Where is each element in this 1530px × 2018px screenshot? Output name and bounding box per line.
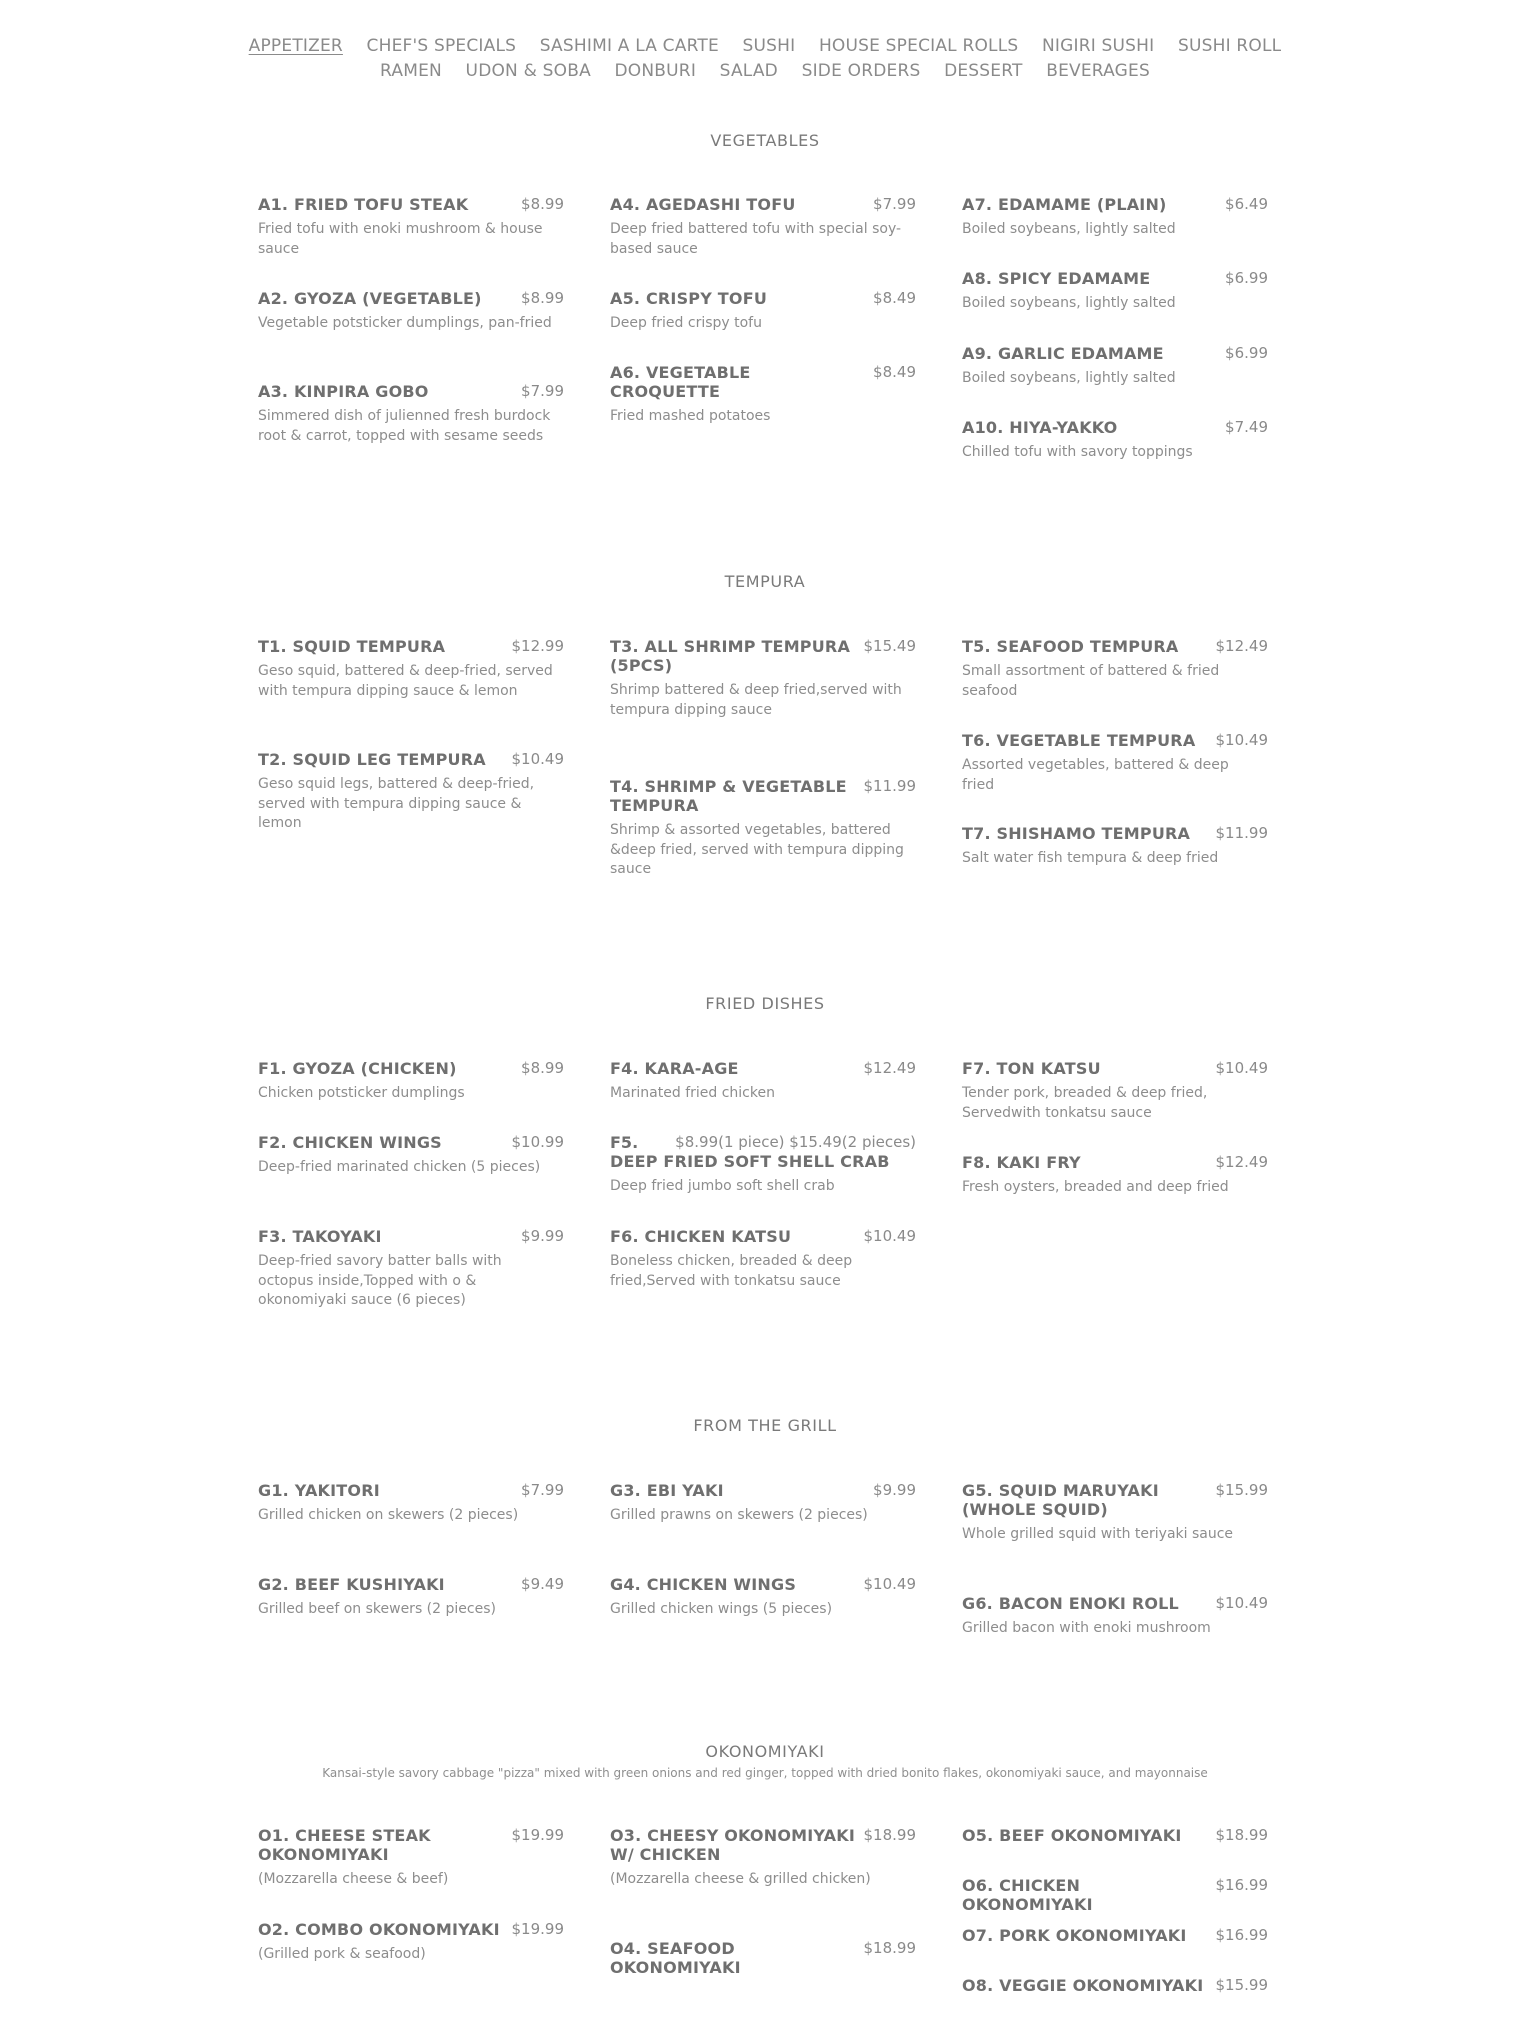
menu-item-header xyxy=(962,1594,1268,1613)
menu-item-name: T7. SHISHAMO TEMPURA xyxy=(962,824,1191,843)
section-subtitle: Kansai-style savory cabbage "pizza" mixed with green onions and red ginger, topped with dried bonito flakes, okonomiyaki sauce, and mayonnaise xyxy=(322,1766,1208,1780)
menu-item[interactable] xyxy=(962,195,1268,240)
menu-item[interactable] xyxy=(610,363,916,427)
menu-item-price: $11.99 xyxy=(863,777,916,795)
menu-item-name: G6. BACON ENOKI ROLL xyxy=(962,1594,1179,1613)
menu-item-header xyxy=(962,1976,1268,1995)
menu-item-header xyxy=(962,824,1268,843)
menu-item-price: $15.49 xyxy=(863,637,916,655)
menu-item-header xyxy=(962,195,1268,214)
menu-item-price: $12.49 xyxy=(1215,1153,1268,1171)
menu-item-header xyxy=(610,363,916,401)
menu-item-price: $9.49 xyxy=(521,1575,564,1593)
menu-item-name: T6. VEGETABLE TEMPURA xyxy=(962,731,1196,750)
menu-item-description: Shrimp & assorted vegetables, battered &deep fried, served with tempura dipping sauce xyxy=(610,822,904,877)
menu-item[interactable] xyxy=(610,1227,916,1291)
menu-item-price: $7.99 xyxy=(521,382,564,400)
menu-item[interactable] xyxy=(258,1059,564,1104)
menu-item-price: $8.99(1 piece) $15.49(2 pieces) xyxy=(675,1133,916,1151)
menu-item[interactable] xyxy=(258,195,564,259)
menu-item-header xyxy=(610,1059,916,1078)
nav-item-udon-soba[interactable]: UDON & SOBA xyxy=(465,61,591,81)
menu-item-description: Boneless chicken, breaded & deep fried,Served with tonkatsu sauce xyxy=(610,1253,853,1289)
menu-item-description: Marinated fried chicken xyxy=(610,1085,775,1101)
menu-item-description: Geso squid legs, battered & deep-fried, served with tempura dipping sauce & lemon xyxy=(258,776,535,831)
menu-item-header xyxy=(258,382,564,401)
menu-item-header xyxy=(962,637,1268,656)
menu-item-price: $10.99 xyxy=(511,1133,564,1151)
menu-item-name: G3. EBI YAKI xyxy=(610,1481,724,1500)
menu-item-header xyxy=(258,1920,564,1939)
menu-item-price: $8.49 xyxy=(873,289,916,307)
menu-item-name: O1. CHEESE STEAK OKONOMIYAKI xyxy=(258,1826,431,1864)
menu-item[interactable] xyxy=(962,344,1268,389)
menu-item-description: Deep-fried marinated chicken (5 pieces) xyxy=(258,1159,541,1175)
menu-item-description: Grilled chicken on skewers (2 pieces) xyxy=(258,1507,519,1523)
menu-item-code: F5. xyxy=(610,1133,639,1152)
menu-item-name: T5. SEAFOOD TEMPURA xyxy=(962,637,1179,656)
menu-item[interactable] xyxy=(258,750,564,834)
menu-item-description: Shrimp battered & deep fried,served with tempura dipping sauce xyxy=(610,682,902,718)
menu-item-name: O5. BEEF OKONOMIYAKI xyxy=(962,1826,1182,1845)
menu-item[interactable] xyxy=(610,777,916,880)
menu-item-price: $7.99 xyxy=(873,195,916,213)
menu-item-name: F2. CHICKEN WINGS xyxy=(258,1133,442,1152)
menu-item-price: $12.49 xyxy=(863,1059,916,1077)
menu-item-header xyxy=(258,1133,564,1152)
menu-item-price: $10.49 xyxy=(1215,1594,1268,1612)
menu-item-price: $15.99 xyxy=(1215,1481,1268,1499)
menu-item[interactable] xyxy=(962,731,1268,795)
menu-item-price: $11.99 xyxy=(1215,824,1268,842)
menu-item[interactable] xyxy=(258,289,564,334)
menu-item-name: G4. CHICKEN WINGS xyxy=(610,1575,797,1594)
menu-item-price: $18.99 xyxy=(863,1826,916,1844)
menu-item-header xyxy=(258,1575,564,1594)
menu-item-description: Boiled soybeans, lightly salted xyxy=(962,295,1176,311)
section-title-from-the-grill: FROM THE GRILL xyxy=(693,1416,837,1435)
menu-item-description: Grilled prawns on skewers (2 pieces) xyxy=(610,1507,868,1523)
menu-item-price: $18.99 xyxy=(863,1939,916,1957)
section-title-okonomiyaki: OKONOMIYAKI xyxy=(705,1742,825,1761)
menu-item-price: $12.49 xyxy=(1215,637,1268,655)
menu-item-description: Boiled soybeans, lightly salted xyxy=(962,221,1176,237)
menu-item-header xyxy=(610,1826,916,1864)
menu-item-header xyxy=(610,1481,916,1500)
menu-item[interactable] xyxy=(962,1153,1268,1198)
menu-item-name: T3. ALL SHRIMP TEMPURA (5PCS) xyxy=(610,637,851,675)
menu-item-price: $19.99 xyxy=(511,1920,564,1938)
menu-item-header xyxy=(258,289,564,308)
menu-item-name: T4. SHRIMP & VEGETABLE TEMPURA xyxy=(610,777,847,815)
menu-item-header xyxy=(610,1939,916,1977)
menu-item-name: T2. SQUID LEG TEMPURA xyxy=(258,750,486,769)
menu-item-description: Boiled soybeans, lightly salted xyxy=(962,370,1176,386)
menu-item-description: (Mozzarella cheese & beef) xyxy=(258,1871,449,1887)
menu-item-name: A10. HIYA-YAKKO xyxy=(962,418,1118,437)
menu-item-header xyxy=(258,195,564,214)
nav-row-1 xyxy=(0,34,1530,59)
menu-item[interactable] xyxy=(258,1133,564,1178)
menu-item[interactable] xyxy=(258,1575,564,1620)
menu-item-price: $10.49 xyxy=(863,1575,916,1593)
menu-item[interactable] xyxy=(258,1826,564,1890)
menu-item-description: Deep fried jumbo soft shell crab xyxy=(610,1178,835,1194)
nav-item-house-special-rolls[interactable]: HOUSE SPECIAL ROLLS xyxy=(818,36,1019,56)
menu-item-header xyxy=(610,777,916,815)
menu-item-name: F4. KARA-AGE xyxy=(610,1059,739,1078)
menu-item-name: A5. CRISPY TOFU xyxy=(610,289,768,308)
menu-item-header xyxy=(258,1826,564,1864)
nav-item-salad[interactable]: SALAD xyxy=(719,61,778,81)
nav-item-side-orders[interactable]: SIDE ORDERS xyxy=(801,61,921,81)
nav-item-sushi[interactable]: SUSHI xyxy=(742,36,796,56)
section-title-tempura: TEMPURA xyxy=(724,572,806,591)
nav-item-ramen[interactable]: RAMEN xyxy=(380,61,442,81)
menu-item-price: $6.99 xyxy=(1225,344,1268,362)
menu-item-header xyxy=(258,1059,564,1078)
menu-item-price: $7.99 xyxy=(521,1481,564,1499)
menu-item-description: Grilled chicken wings (5 pieces) xyxy=(610,1601,833,1617)
menu-item-price: $6.99 xyxy=(1225,269,1268,287)
nav-item-chefs-specials[interactable]: CHEF'S SPECIALS xyxy=(366,36,517,56)
menu-item[interactable] xyxy=(610,289,916,334)
menu-item-name: A2. GYOZA (VEGETABLE) xyxy=(258,289,482,308)
menu-item-name: F1. GYOZA (CHICKEN) xyxy=(258,1059,457,1078)
menu-item[interactable] xyxy=(962,1826,1268,1845)
menu-item[interactable] xyxy=(610,1059,916,1104)
menu-item[interactable] xyxy=(962,1059,1268,1123)
menu-item-header xyxy=(258,637,564,656)
menu-item-price: $8.99 xyxy=(521,1059,564,1077)
menu-item-price: $16.99 xyxy=(1215,1926,1268,1944)
menu-item-description: Chilled tofu with savory toppings xyxy=(962,444,1193,460)
menu-item[interactable] xyxy=(962,1876,1268,1914)
menu-item-price: $10.49 xyxy=(511,750,564,768)
menu-item-name: A9. GARLIC EDAMAME xyxy=(962,344,1164,363)
menu-item[interactable] xyxy=(962,824,1268,869)
menu-item-name: O4. SEAFOOD OKONOMIYAKI xyxy=(610,1939,741,1977)
menu-item-price: $7.49 xyxy=(1225,418,1268,436)
menu-item-description: Whole grilled squid with teriyaki sauce xyxy=(962,1526,1234,1542)
menu-item[interactable] xyxy=(962,1926,1268,1945)
menu-item-header xyxy=(610,289,916,308)
menu-item-name: A4. AGEDASHI TOFU xyxy=(610,195,796,214)
menu-item-header xyxy=(962,731,1268,750)
menu-item-header xyxy=(610,637,916,675)
menu-item[interactable] xyxy=(258,637,564,701)
nav-item-sushi-roll[interactable]: SUSHI ROLL xyxy=(1177,36,1282,56)
menu-item[interactable] xyxy=(258,1481,564,1526)
menu-item-description: (Grilled pork & seafood) xyxy=(258,1946,426,1962)
menu-item-price: $15.99 xyxy=(1215,1976,1268,1994)
menu-item-price: $8.49 xyxy=(873,363,916,381)
section-title-fried-dishes: FRIED DISHES xyxy=(705,994,825,1013)
menu-item-header xyxy=(610,1227,916,1246)
nav-item-dessert[interactable]: DESSERT xyxy=(944,61,1023,81)
nav-item-nigiri-sushi[interactable]: NIGIRI SUSHI xyxy=(1042,36,1155,56)
menu-item-description: Vegetable potsticker dumplings, pan-fried xyxy=(258,315,552,331)
menu-item-description: Small assortment of battered & fried seafood xyxy=(962,663,1220,699)
menu-item[interactable] xyxy=(962,418,1268,463)
menu-item[interactable] xyxy=(610,1826,916,1890)
menu-item-price: $8.99 xyxy=(521,195,564,213)
nav-item-donburi[interactable]: DONBURI xyxy=(614,61,697,81)
menu-item-description: Salt water fish tempura & deep fried xyxy=(962,850,1219,866)
menu-item-description: Grilled beef on skewers (2 pieces) xyxy=(258,1601,496,1617)
menu-item[interactable] xyxy=(610,637,916,720)
menu-item-name: F7. TON KATSU xyxy=(962,1059,1101,1078)
menu-item-price: $12.99 xyxy=(511,637,564,655)
nav-item-sashimi-a-la-carte[interactable]: SASHIMI A LA CARTE xyxy=(539,36,719,56)
menu-item-header xyxy=(962,1876,1268,1914)
menu-item-name: DEEP FRIED SOFT SHELL CRAB xyxy=(610,1152,890,1171)
menu-item-name: O6. CHICKEN OKONOMIYAKI xyxy=(962,1876,1093,1914)
category-nav xyxy=(0,34,1530,84)
menu-item-description: Fried tofu with enoki mushroom & house sauce xyxy=(258,221,543,257)
menu-item-description: Deep fried crispy tofu xyxy=(610,315,762,331)
menu-item-price: $6.49 xyxy=(1225,195,1268,213)
menu-item-name: O7. PORK OKONOMIYAKI xyxy=(962,1926,1187,1945)
menu-item-header xyxy=(610,1133,916,1171)
menu-item[interactable] xyxy=(962,1481,1268,1545)
menu-item-price: $16.99 xyxy=(1215,1876,1268,1894)
menu-item-name: G5. SQUID MARUYAKI (WHOLE SQUID) xyxy=(962,1481,1159,1519)
menu-item[interactable] xyxy=(258,382,564,446)
menu-item-header xyxy=(962,1153,1268,1172)
menu-item[interactable] xyxy=(610,1575,916,1620)
menu-item-description: Fried mashed potatoes xyxy=(610,408,771,424)
menu-item-name: G1. YAKITORI xyxy=(258,1481,380,1500)
menu-item-price: $10.49 xyxy=(1215,731,1268,749)
menu-item-header xyxy=(962,1926,1268,1945)
menu-item-name: A8. SPICY EDAMAME xyxy=(962,269,1151,288)
menu-item[interactable] xyxy=(610,1939,916,1977)
menu-item-name: F3. TAKOYAKI xyxy=(258,1227,382,1246)
menu-item-description: Geso squid, battered & deep-fried, served with tempura dipping sauce & lemon xyxy=(258,663,553,699)
menu-item-price: $9.99 xyxy=(521,1227,564,1245)
menu-item-price: $9.99 xyxy=(873,1481,916,1499)
menu-item-name: A6. VEGETABLE CROQUETTE xyxy=(610,363,751,401)
menu-item-name: G2. BEEF KUSHIYAKI xyxy=(258,1575,445,1594)
menu-item-description: Deep-fried savory batter balls with octopus inside,Topped with o & okonomiyaki sauce (6 pieces) xyxy=(258,1253,502,1308)
menu-item[interactable] xyxy=(962,1594,1268,1639)
menu-item-header xyxy=(258,1481,564,1500)
menu-item-price: $10.49 xyxy=(863,1227,916,1245)
nav-item-beverages[interactable]: BEVERAGES xyxy=(1046,61,1150,81)
menu-item[interactable] xyxy=(258,1920,564,1965)
menu-item-header xyxy=(962,1481,1268,1519)
nav-row-2 xyxy=(0,59,1530,84)
menu-item[interactable] xyxy=(258,1227,564,1311)
menu-item[interactable] xyxy=(962,269,1268,314)
menu-item[interactable] xyxy=(962,637,1268,701)
menu-item-description: Assorted vegetables, battered & deep fried xyxy=(962,757,1229,793)
menu-item-header xyxy=(258,750,564,769)
menu-item[interactable] xyxy=(610,1133,916,1197)
nav-item-appetizer[interactable]: APPETIZER xyxy=(248,36,343,56)
menu-item-price: $19.99 xyxy=(511,1826,564,1844)
section-title-vegetables: VEGETABLES xyxy=(710,131,820,150)
menu-item-name: F6. CHICKEN KATSU xyxy=(610,1227,792,1246)
menu-item-name: A1. FRIED TOFU STEAK xyxy=(258,195,469,214)
menu-item-name: A7. EDAMAME (PLAIN) xyxy=(962,195,1167,214)
menu-item-header xyxy=(962,344,1268,363)
menu-item-name: O3. CHEESY OKONOMIYAKI W/ CHICKEN xyxy=(610,1826,855,1864)
menu-item-price: $8.99 xyxy=(521,289,564,307)
menu-item-description: Simmered dish of julienned fresh burdock root & carrot, topped with sesame seeds xyxy=(258,408,551,444)
menu-item-header xyxy=(610,195,916,214)
menu-item-description: Tender pork, breaded & deep fried, Servedwith tonkatsu sauce xyxy=(962,1085,1208,1121)
menu-item-name: A3. KINPIRA GOBO xyxy=(258,382,429,401)
menu-item-description: Chicken potsticker dumplings xyxy=(258,1085,465,1101)
menu-item[interactable] xyxy=(610,195,916,259)
menu-item-description: Grilled bacon with enoki mushroom xyxy=(962,1620,1211,1636)
menu-item-header xyxy=(962,269,1268,288)
menu-item-name: O8. VEGGIE OKONOMIYAKI xyxy=(962,1976,1204,1995)
menu-item-name: O2. COMBO OKONOMIYAKI xyxy=(258,1920,500,1939)
menu-item-name: T1. SQUID TEMPURA xyxy=(258,637,446,656)
menu-item-price: $18.99 xyxy=(1215,1826,1268,1844)
menu-item[interactable] xyxy=(962,1976,1268,1995)
menu-item-header xyxy=(962,1059,1268,1078)
menu-item-description: Fresh oysters, breaded and deep fried xyxy=(962,1179,1229,1195)
menu-item-description: (Mozzarella cheese & grilled chicken) xyxy=(610,1871,871,1887)
menu-item-price: $10.49 xyxy=(1215,1059,1268,1077)
menu-item-header xyxy=(258,1227,564,1246)
menu-item[interactable] xyxy=(610,1481,916,1526)
menu-item-header xyxy=(962,418,1268,437)
menu-item-header xyxy=(962,1826,1268,1845)
menu-item-name: F8. KAKI FRY xyxy=(962,1153,1081,1172)
menu-item-header xyxy=(610,1575,916,1594)
menu-item-description: Deep fried battered tofu with special soy-based sauce xyxy=(610,221,902,257)
